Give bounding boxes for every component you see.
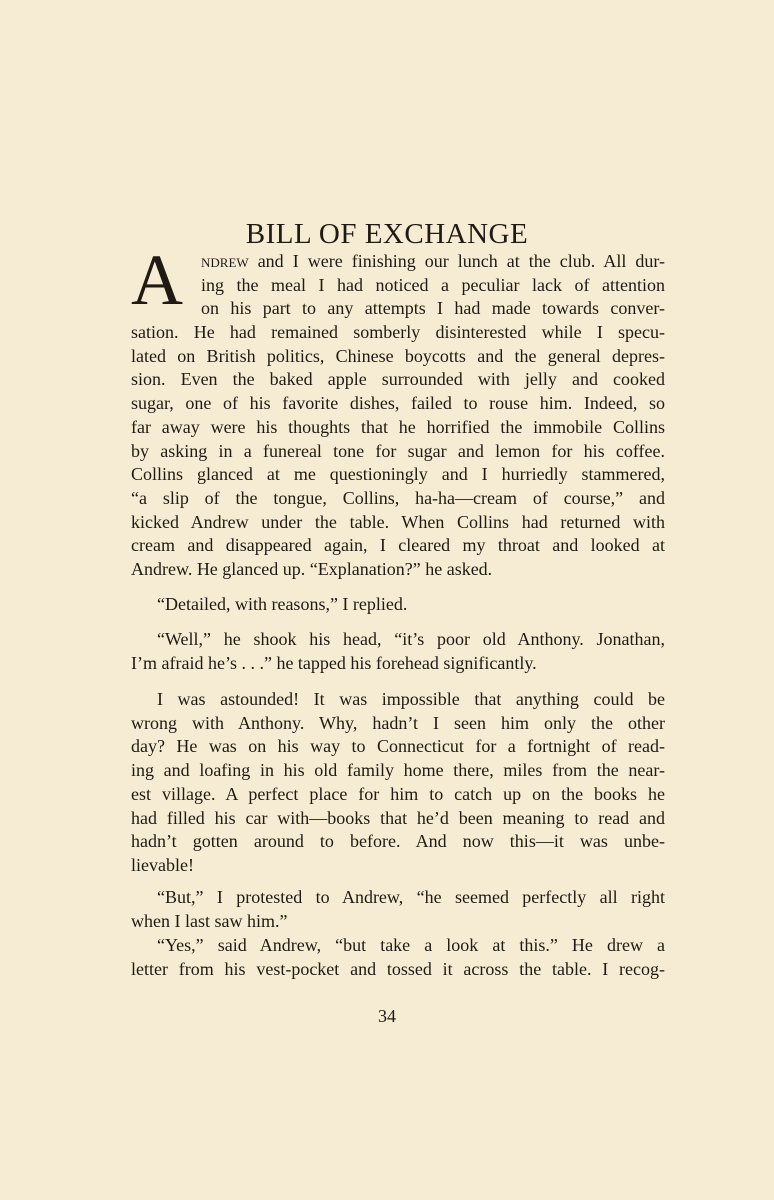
text-line: sugar, one of his favorite dishes, failed to rouse him. Indeed, so <box>131 393 665 414</box>
text-line: far away were his thoughts that he horrified the immobile Collins <box>131 416 665 437</box>
opening-paragraph <box>131 240 665 321</box>
page-number: 34 <box>378 1006 396 1026</box>
paragraph-1-continued <box>131 321 665 582</box>
text-line: est village. A perfect place for him to catch up on the books he <box>131 783 665 804</box>
paragraph-2 <box>131 593 665 617</box>
text-line: lievable! <box>131 854 194 875</box>
text-line: wrong with Anthony. Why, hadn’t I seen him only the other <box>131 712 665 733</box>
paragraph-5 <box>131 886 665 933</box>
text-line: I was astounded! It was impossible that anything could be <box>157 689 665 709</box>
text-line: ndrew and I were finishing our lunch at the club. All dur- <box>201 251 665 271</box>
text-line: sation. He had remained somberly disinterested while I specu- <box>131 322 665 342</box>
text-line: day? He was on his way to Connecticut for a fortnight of read- <box>131 736 665 757</box>
text-line: on his part to any attempts I had made towards conver- <box>201 298 665 319</box>
text-line: sion. Even the baked apple surrounded with jelly and cooked <box>131 369 665 390</box>
text-line: I’m afraid he’s . . .” he tapped his forehead significantly. <box>131 652 537 673</box>
text-line: Collins glanced at me questioningly and I hurriedly stammered, <box>131 464 665 485</box>
text-line: “a slip of the tongue, Collins, ha-ha—cream of course,” and <box>131 487 665 508</box>
text-line: Andrew. He glanced up. “Explanation?” he asked. <box>131 559 493 580</box>
text-line: hadn’t gotten around to before. And now this—it was unbe- <box>131 831 665 852</box>
text-line: letter from his vest-pocket and tossed it across the table. I recog- <box>131 958 665 979</box>
text-line: when I last saw him.” <box>131 910 288 931</box>
paragraph-4 <box>131 688 665 878</box>
text-line: ing the meal I had noticed a peculiar lack of attention <box>201 274 665 295</box>
text-line: by asking in a funereal tone for sugar and lemon for his coffee. <box>131 440 665 461</box>
drop-cap: A <box>131 240 183 320</box>
text-line: “Well,” he shook his head, “it’s poor old Anthony. Jonathan, <box>157 629 665 649</box>
text-line: “Detailed, with reasons,” I replied. <box>157 594 408 614</box>
paragraph-3 <box>131 628 665 675</box>
text-line: kicked Andrew under the table. When Collins had returned with <box>131 511 665 532</box>
text-line: cream and disappeared again, I cleared my throat and looked at <box>131 535 665 556</box>
text-line: “But,” I protested to Andrew, “he seemed perfectly all right <box>157 887 665 907</box>
chapter-title: BILL OF EXCHANGE <box>245 218 529 250</box>
text-line: ing and loafing in his old family home there, miles from the near- <box>131 760 665 781</box>
drop-cap-lines <box>201 250 665 321</box>
text-line: “Yes,” said Andrew, “but take a look at this.” He drew a <box>157 935 665 955</box>
text-line: had filled his car with—books that he’d been meaning to read and <box>131 807 665 828</box>
paragraph-6 <box>131 934 665 981</box>
text-line: lated on British politics, Chinese boycotts and the general depres- <box>131 345 665 366</box>
